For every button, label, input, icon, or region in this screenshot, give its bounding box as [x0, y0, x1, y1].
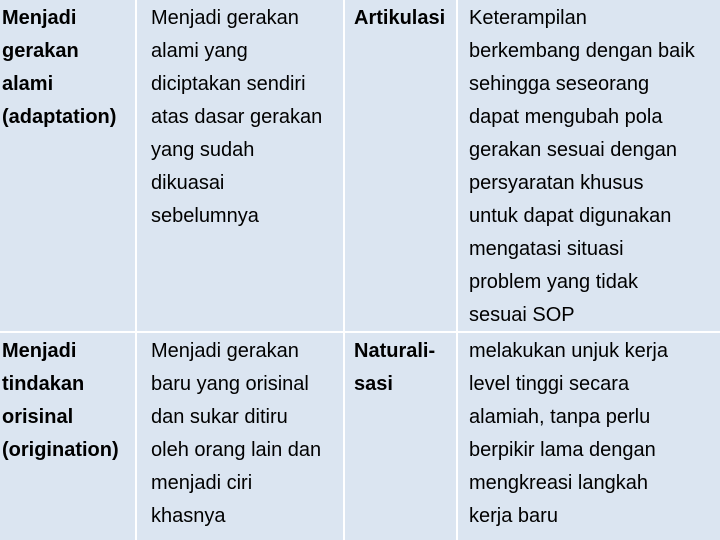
column-divider [135, 0, 137, 540]
category-cell: Naturali- sasi [354, 340, 436, 395]
level-cell: Menjadi tindakan orisinal (origination) [2, 340, 119, 461]
description-cell: Menjadi gerakan baru yang orisinal dan sukar ditiru oleh orang lain dan menjadi ciri khasnya [151, 340, 322, 527]
explanation-cell: Keterampilan berkembang dengan baik sehingga seseorang dapat mengubah pola gerakan sesuai dengan persyaratan khusus untuk dapat digunakan mengatasi situasi problem yang tidak sesuai SOP [469, 7, 695, 326]
column-divider [343, 0, 345, 540]
table-row [0, 333, 720, 540]
level-cell: Menjadi gerakan alami (adaptation) [2, 7, 117, 128]
description-cell: Menjadi gerakan alami yang diciptakan sendiri atas dasar gerakan yang sudah dikuasai sebelumnya [151, 7, 323, 227]
explanation-cell: melakukan unjuk kerja level tinggi secara alamiah, tanpa perlu berpikir lama dengan mengkreasi langkah kerja baru [469, 340, 668, 527]
row-divider [0, 331, 720, 333]
category-cell: Artikulasi [354, 7, 446, 29]
column-divider [456, 0, 458, 540]
